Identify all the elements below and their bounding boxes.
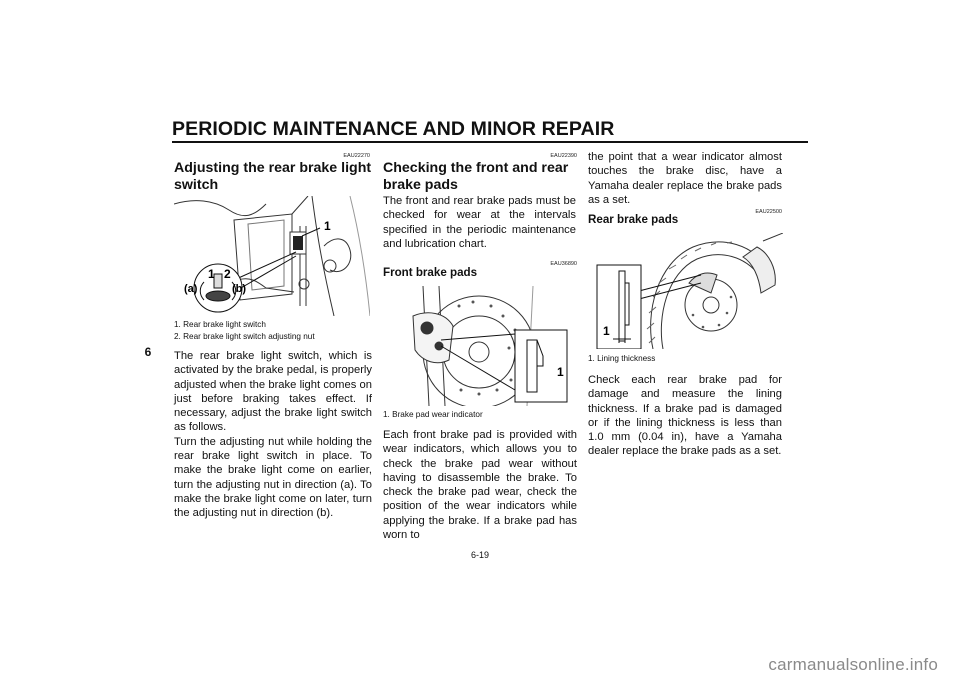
figure-captions bbox=[588, 353, 782, 365]
section-code: EAU22390 bbox=[550, 153, 577, 159]
direction-a-label: (a) bbox=[184, 283, 198, 295]
chapter-tab: 6 bbox=[144, 345, 152, 359]
brake-light-switch-figure bbox=[174, 196, 370, 316]
front-brake-pad-figure bbox=[383, 286, 577, 406]
page-number: 6-19 bbox=[470, 550, 489, 560]
watermark[interactable]: carmanualsonline.info bbox=[768, 655, 938, 674]
callout-1: 1 bbox=[603, 324, 610, 338]
subsection-heading: Rear brake pads bbox=[588, 213, 679, 226]
figure-captions bbox=[174, 319, 374, 343]
callout-1: 1 bbox=[324, 219, 331, 233]
rear-brake-illustration bbox=[593, 233, 783, 349]
caption-item: 1. Brake pad wear indicator bbox=[383, 410, 483, 419]
callout-2-nut: 2 bbox=[224, 267, 231, 281]
front-brake-illustration bbox=[383, 286, 577, 406]
paragraph: Turn the adjusting nut while holding the rear brake light switch in place. To make the brake light come on earlier, turn the adjusting nut in direction (a). To make the brake light come on later, turn the adjusting nut in direction (b). bbox=[174, 435, 372, 520]
direction-b-label: (b) bbox=[232, 283, 247, 295]
caption-item: 1. Rear brake light switch bbox=[174, 320, 266, 329]
continuation-text: the point that a wear indicator almost touches the brake disc, have a Yamaha dealer replace the brake pads as a set. bbox=[588, 151, 782, 206]
caption-item: 1. Lining thickness bbox=[588, 354, 656, 363]
section-body: Each front brake pad is provided with wear indicators, which allows you to check the brake pad wear without having to disassemble the brake. To check the brake pad wear, check the position of the wear indicators while applying the brake. If a brake pad has worn to bbox=[383, 429, 577, 542]
callout-1-nut: 1 bbox=[208, 267, 215, 281]
header-rule bbox=[172, 141, 808, 143]
section-body: Check each rear brake pad for damage and measure the lining thickness. If a brake pad is damaged or if the lining thickness is less than 1.0 mm (0.04 in), have a Yamaha dealer replace the brake pads as a set. bbox=[588, 374, 782, 458]
section-heading: Checking the front and rear brake pads bbox=[383, 160, 569, 193]
page-title: PERIODIC MAINTENANCE AND MINOR REPAIR bbox=[172, 118, 615, 140]
caption-item: 2. Rear brake light switch adjusting nut bbox=[174, 332, 315, 341]
figure-captions bbox=[383, 409, 577, 421]
section-code: EAU22270 bbox=[343, 153, 370, 159]
section-heading: Adjusting the rear brake light switch bbox=[174, 160, 372, 193]
subsection-code: EAU22500 bbox=[755, 209, 782, 215]
paragraph: The rear brake light switch, which is activated by the brake pedal, is properly adjusted when the brake light comes on just before braking takes effect. If necessary, adjust the brake light switch as follows. bbox=[174, 350, 372, 434]
subsection-heading: Front brake pads bbox=[383, 266, 478, 279]
section-body bbox=[174, 349, 372, 521]
rear-brake-pad-figure bbox=[593, 233, 783, 349]
section-intro: The front and rear brake pads must be checked for wear at the intervals specified in the periodic maintenance and lubrication chart. bbox=[383, 195, 576, 250]
subsection-code: EAU36890 bbox=[550, 261, 577, 267]
callout-1: 1 bbox=[557, 365, 564, 379]
brake-light-switch-illustration bbox=[174, 196, 370, 316]
